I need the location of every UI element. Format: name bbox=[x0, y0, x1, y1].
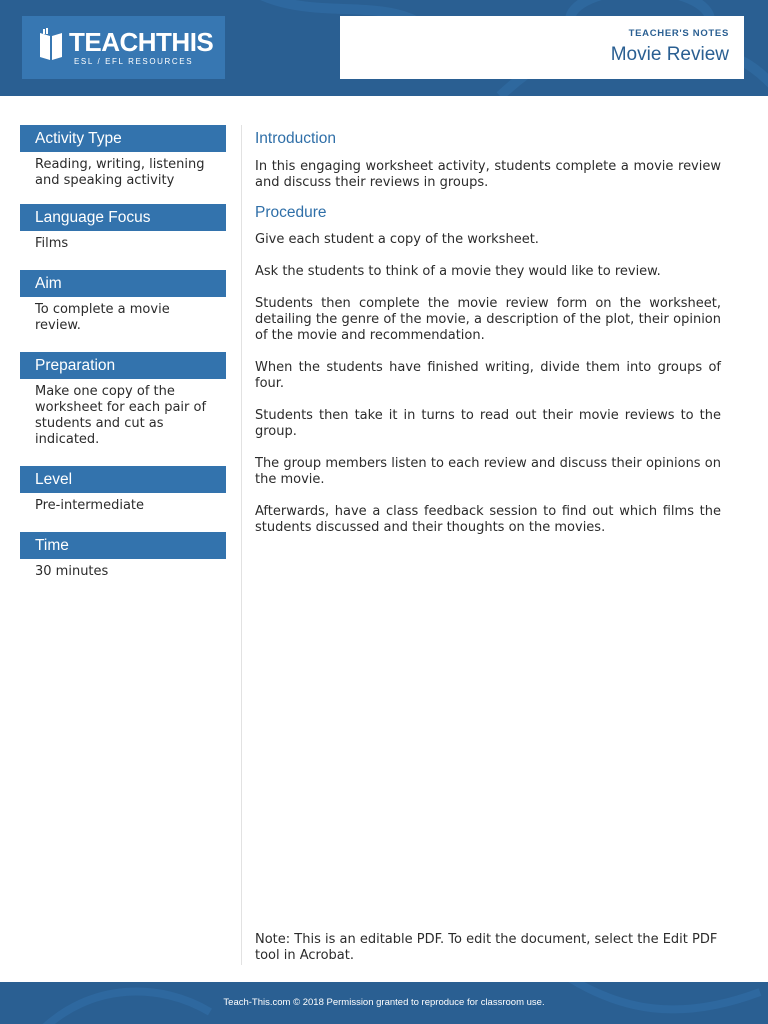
procedure-step: When the students have finished writing, divide them into groups of four. bbox=[255, 360, 721, 391]
procedure-heading: Procedure bbox=[255, 204, 327, 221]
section-activity-type bbox=[20, 125, 226, 189]
section-heading: Language Focus bbox=[20, 204, 226, 231]
procedure-step: Afterwards, have a class feedback session to find out which films the students discussed and their thoughts on the movies. bbox=[255, 504, 721, 535]
section-heading: Level bbox=[20, 466, 226, 493]
section-aim bbox=[20, 270, 226, 334]
editable-pdf-note: Note: This is an editable PDF. To edit the document, select the Edit PDF tool in Acrobat. bbox=[255, 932, 718, 963]
logo-subtitle: ESL / EFL RESOURCES bbox=[74, 57, 194, 66]
section-text: 30 minutes bbox=[35, 564, 109, 579]
page-header bbox=[0, 0, 768, 96]
procedure-step: Students then complete the movie review form on the worksheet, detailing the genre of the movie, a description of the plot, their opinion of the movie and recommendation. bbox=[255, 296, 721, 343]
procedure-step: Students then take it in turns to read out their movie reviews to the group. bbox=[255, 408, 721, 439]
logo-title: TEACHTHIS bbox=[69, 27, 214, 57]
footer-copyright: Teach-This.com © 2018 Permission granted to reproduce for classroom use. bbox=[223, 997, 545, 1008]
section-time bbox=[20, 532, 226, 580]
section-text: To complete a movie review. bbox=[35, 302, 170, 333]
section-text: Films bbox=[35, 236, 69, 251]
open-book-icon bbox=[36, 27, 66, 61]
section-text: Pre-intermediate bbox=[35, 498, 145, 513]
section-level bbox=[20, 466, 226, 514]
section-preparation bbox=[20, 352, 226, 448]
document-title: Movie Review bbox=[610, 44, 729, 65]
section-heading: Activity Type bbox=[20, 125, 226, 152]
main-content bbox=[255, 128, 721, 536]
section-heading: Aim bbox=[20, 270, 226, 297]
section-language-focus bbox=[20, 204, 226, 252]
procedure-step: The group members listen to each review and discuss their opinions on the movie. bbox=[255, 456, 721, 487]
introduction-heading: Introduction bbox=[255, 130, 336, 147]
column-divider bbox=[241, 125, 242, 965]
section-text: Make one copy of the worksheet for each pair of students and cut as indicated. bbox=[35, 384, 207, 447]
sidebar bbox=[20, 125, 226, 580]
logo bbox=[22, 16, 225, 79]
section-heading: Preparation bbox=[20, 352, 226, 379]
procedure-step: Ask the students to think of a movie they would like to review. bbox=[255, 264, 661, 279]
page-footer bbox=[0, 982, 768, 1024]
procedure-step: Give each student a copy of the worksheet. bbox=[255, 232, 539, 247]
title-box bbox=[340, 16, 744, 79]
introduction-text: In this engaging worksheet activity, students complete a movie review and discuss their reviews in groups. bbox=[255, 159, 721, 190]
teachers-notes-label: TEACHER'S NOTES bbox=[628, 28, 729, 39]
section-heading: Time bbox=[20, 532, 226, 559]
section-text: Reading, writing, listening and speaking activity bbox=[35, 157, 205, 188]
